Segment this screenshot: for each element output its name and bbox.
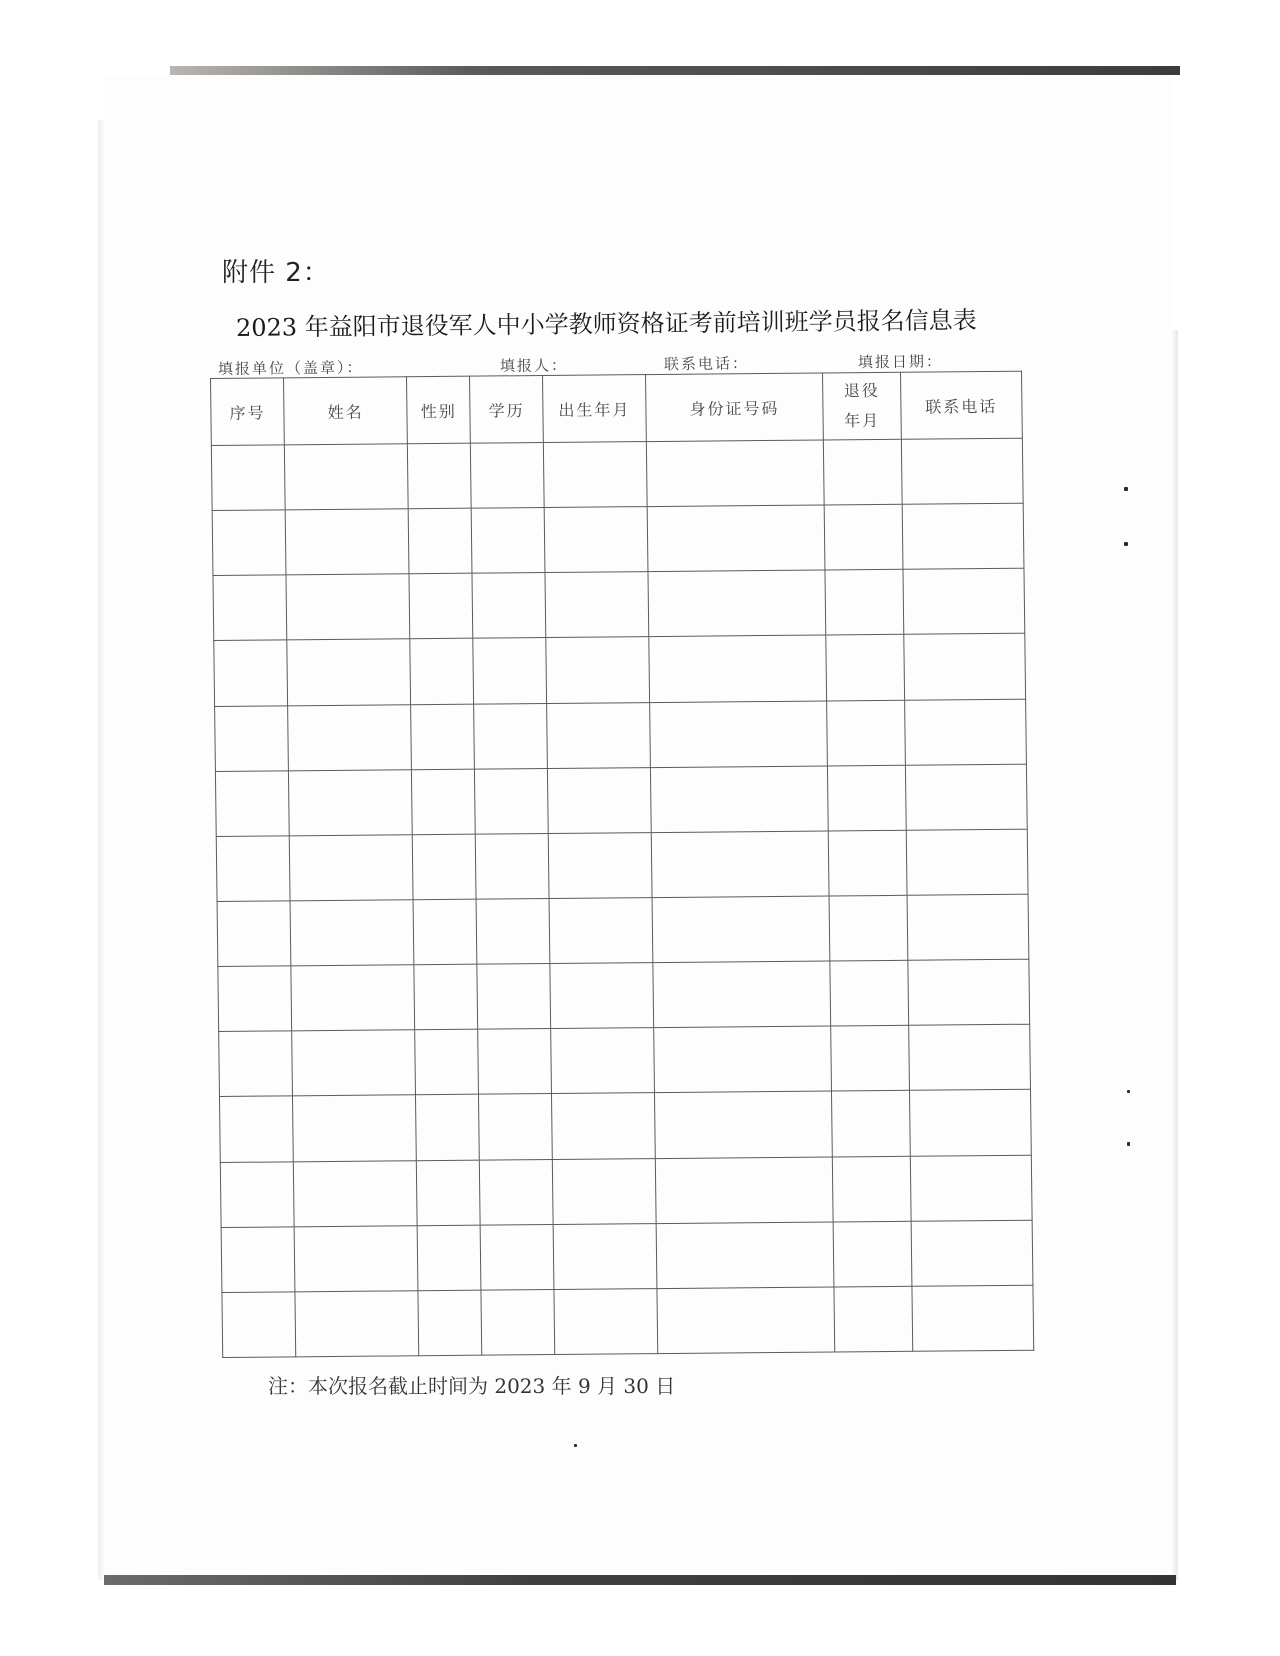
deadline-note: 注：本次报名截止时间为 2023 年 9 月 30 日: [268, 1374, 676, 1398]
table-cell: [649, 701, 827, 768]
table-cell: [222, 1292, 296, 1358]
table-cell: [477, 964, 551, 1030]
table-cell: [833, 1156, 911, 1222]
table-cell: [292, 1030, 416, 1096]
table-cell: [478, 1029, 552, 1095]
table-row: [212, 503, 1024, 575]
table-cell: [657, 1287, 835, 1354]
table-row: [219, 1090, 1031, 1162]
registration-table: [210, 371, 1034, 1358]
table-cell: [418, 1290, 482, 1356]
table-cell: [409, 508, 473, 574]
table-cell: [472, 573, 546, 639]
table-cell: [414, 899, 478, 965]
table-cell: [655, 1157, 833, 1224]
table-cell: [295, 1291, 419, 1357]
scan-speck: [1124, 487, 1128, 491]
phone-label: 联系电话：: [663, 354, 750, 374]
table-cell: [287, 639, 411, 705]
table-cell: [221, 1227, 295, 1293]
table-cell: [212, 510, 286, 576]
header-id-number: 身份证号码: [645, 373, 823, 442]
table-cell: [826, 635, 904, 701]
table-cell: [546, 637, 649, 703]
attachment-label: 附件 2：: [222, 258, 330, 288]
table-cell: [910, 1155, 1032, 1221]
table-cell: [547, 702, 650, 768]
table-cell: [220, 1161, 294, 1227]
table-cell: [418, 1225, 482, 1291]
table-cell: [215, 771, 289, 837]
table-cell: [544, 507, 647, 573]
header-gender: 性别: [407, 376, 471, 444]
table-cell: [481, 1289, 555, 1355]
table-cell: [646, 440, 824, 507]
table-cell: [553, 1223, 656, 1289]
table-cell: [553, 1158, 656, 1224]
table-row: [221, 1220, 1033, 1292]
table-body: [211, 438, 1033, 1357]
table-row: [215, 764, 1027, 836]
table-cell: [473, 638, 547, 704]
table-cell: [411, 704, 475, 770]
table-cell: [479, 1094, 553, 1160]
table-cell: [415, 1029, 479, 1095]
table-cell: [653, 1026, 831, 1093]
table-cell: [656, 1222, 834, 1289]
table-cell: [414, 964, 478, 1030]
filler-label: 填报人：: [499, 356, 569, 376]
header-retire-date: [823, 372, 901, 440]
table-cell: [408, 443, 472, 509]
table-cell: [480, 1224, 554, 1290]
scan-speck: [574, 1444, 577, 1447]
table-cell: [474, 703, 548, 769]
table-row: [214, 634, 1026, 706]
table-cell: [554, 1288, 657, 1354]
table-cell: [647, 505, 825, 572]
table-cell: [650, 766, 828, 833]
header-retire-line2: 年月: [844, 410, 881, 431]
table-cell: [219, 1031, 293, 1097]
table-cell: [830, 960, 908, 1026]
table-cell: [653, 961, 831, 1028]
table-cell: [475, 768, 549, 834]
table-row: [215, 699, 1027, 771]
table-cell: [214, 640, 288, 706]
table-cell: [289, 835, 413, 901]
table-cell: [911, 1220, 1033, 1286]
table-cell: [829, 830, 907, 896]
table-cell: [831, 1026, 909, 1092]
table-cell: [824, 439, 902, 505]
table-cell: [834, 1286, 912, 1352]
table-row: [211, 438, 1023, 510]
header-name: 姓名: [284, 377, 408, 445]
table-cell: [548, 767, 651, 833]
scan-speck: [1127, 1142, 1130, 1146]
table-cell: [901, 438, 1023, 504]
table-row: [216, 829, 1028, 901]
table-cell: [649, 635, 827, 702]
table-cell: [213, 575, 287, 641]
header-serial-number: 序号: [211, 378, 285, 446]
table-cell: [289, 769, 413, 835]
table-cell: [413, 834, 477, 900]
table-cell: [552, 1093, 655, 1159]
header-education: 学历: [470, 376, 544, 444]
header-birth-date: 出生年月: [543, 375, 646, 443]
table-cell: [909, 1090, 1031, 1156]
document-title: 2023 年益阳市退役军人中小学教师资格证考前培训班学员报名信息表: [235, 306, 977, 342]
table-header-row: [211, 371, 1023, 445]
table-cell: [908, 1024, 1030, 1090]
table-row: [222, 1285, 1034, 1357]
table-cell: [285, 509, 409, 575]
table-cell: [217, 901, 291, 967]
table-cell: [412, 769, 476, 835]
table-cell: [834, 1221, 912, 1287]
table-cell: [290, 900, 414, 966]
table-cell: [544, 442, 647, 508]
table-cell: [476, 898, 550, 964]
fill-unit-label: 填报单位（盖章）：: [217, 358, 364, 378]
table-cell: [219, 1096, 293, 1162]
fill-date-label: 填报日期：: [857, 352, 944, 372]
table-cell: [907, 894, 1029, 960]
table-cell: [902, 503, 1024, 569]
table-cell: [549, 832, 652, 898]
table-cell: [471, 508, 545, 574]
table-cell: [903, 568, 1025, 634]
table-cell: [906, 829, 1028, 895]
table-cell: [285, 444, 409, 510]
table-cell: [904, 699, 1026, 765]
table-cell: [417, 1160, 481, 1226]
registration-form: [210, 371, 1042, 1358]
table-cell: [912, 1285, 1034, 1351]
scan-edge-top: [170, 66, 1180, 75]
header-phone: 联系电话: [900, 371, 1022, 439]
table-cell: [215, 705, 289, 771]
table-row: [213, 568, 1025, 640]
table-cell: [416, 1095, 480, 1161]
table-row: [220, 1155, 1032, 1227]
table-cell: [471, 443, 545, 509]
table-cell: [294, 1225, 418, 1291]
header-retire-line1: 退役: [843, 380, 880, 401]
table-cell: [545, 572, 648, 638]
scan-speck: [1127, 1090, 1130, 1093]
scan-speck: [1124, 542, 1128, 546]
table-cell: [908, 959, 1030, 1025]
table-cell: [410, 639, 474, 705]
table-cell: [475, 833, 549, 899]
table-cell: [479, 1159, 553, 1225]
table-row: [219, 1024, 1031, 1096]
table-cell: [409, 573, 473, 639]
table-cell: [291, 965, 415, 1031]
table-cell: [905, 764, 1027, 830]
scan-edge-right: [1172, 330, 1178, 1580]
table-cell: [293, 1160, 417, 1226]
table-cell: [825, 570, 903, 636]
table-cell: [825, 504, 903, 570]
table-cell: [211, 445, 285, 511]
table-cell: [551, 1028, 654, 1094]
table-cell: [904, 634, 1026, 700]
table-row: [217, 894, 1029, 966]
table-cell: [828, 765, 906, 831]
table-cell: [293, 1095, 417, 1161]
table-cell: [651, 831, 829, 898]
table-cell: [550, 963, 653, 1029]
table-cell: [288, 704, 412, 770]
table-cell: [654, 1091, 832, 1158]
table-cell: [652, 896, 830, 963]
table-row: [218, 959, 1030, 1031]
table-cell: [832, 1091, 910, 1157]
table-cell: [648, 570, 826, 637]
table-cell: [218, 966, 292, 1032]
table-cell: [549, 898, 652, 964]
table-cell: [216, 836, 290, 902]
scan-edge-bottom: [104, 1575, 1176, 1585]
table-cell: [286, 574, 410, 640]
table-cell: [829, 895, 907, 961]
table-cell: [827, 700, 905, 766]
